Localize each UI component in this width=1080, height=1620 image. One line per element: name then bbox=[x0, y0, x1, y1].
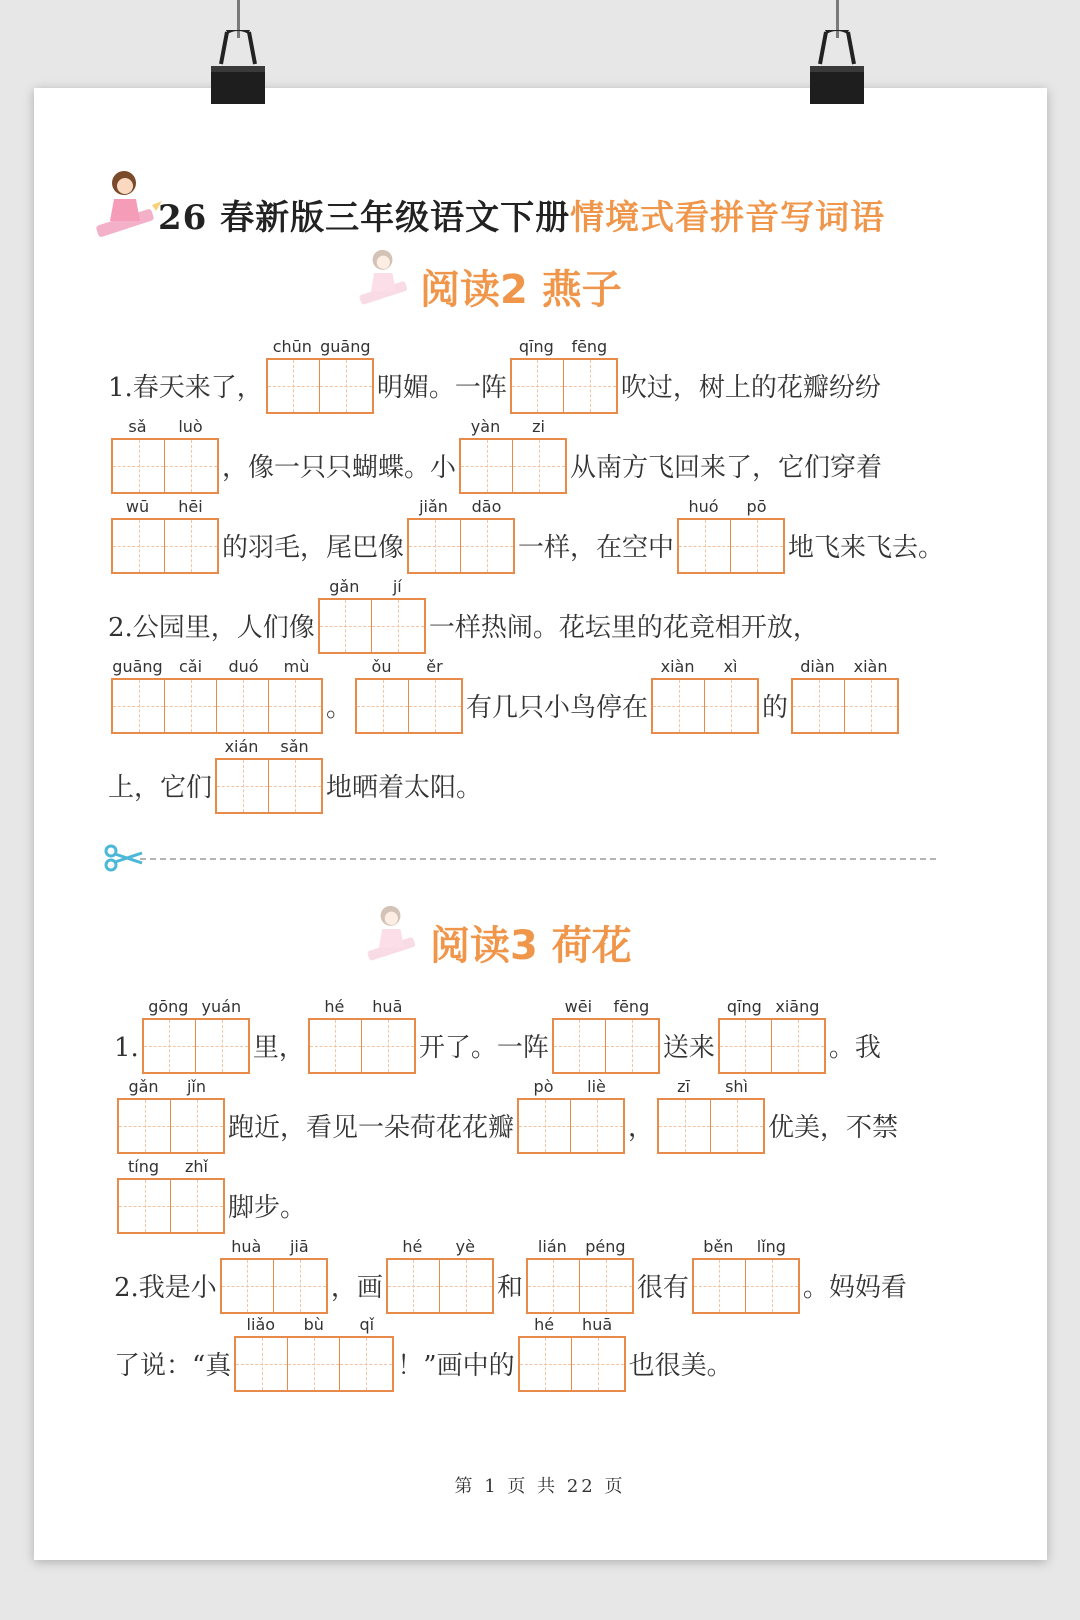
pinyin-row bbox=[234, 1314, 394, 1336]
pinyin-syllable: gǎn bbox=[128, 1077, 159, 1096]
pinyin-syllable: liǎo bbox=[246, 1315, 276, 1334]
tianzige-writing-box[interactable] bbox=[512, 360, 564, 412]
pinyin-word-group bbox=[517, 1076, 625, 1154]
tianzige-writing-box[interactable] bbox=[653, 680, 705, 732]
sentence-text: 。我 bbox=[828, 1033, 881, 1063]
pinyin-syllable: huà bbox=[231, 1237, 262, 1256]
pinyin-word-group bbox=[677, 496, 785, 574]
tianzige-writing-box[interactable] bbox=[554, 1020, 606, 1072]
pinyin-row bbox=[117, 1076, 225, 1098]
pinyin-syllable: cǎi bbox=[178, 657, 203, 676]
pinyin-syllable: wēi bbox=[564, 997, 593, 1016]
pinyin-syllable: ǒu bbox=[371, 657, 392, 676]
tianzige-writing-box[interactable] bbox=[606, 1020, 658, 1072]
pinyin-word-group bbox=[220, 1236, 328, 1314]
pinyin-syllable: xián bbox=[224, 737, 259, 756]
pinyin-syllable: péng bbox=[585, 1237, 626, 1256]
sentence-text: 有几只小鸟停在 bbox=[466, 693, 649, 723]
writing-box-group bbox=[234, 1336, 394, 1392]
sentence-text: 2.公园里，人们像 bbox=[108, 613, 315, 643]
pinyin-syllable: yuán bbox=[201, 997, 242, 1016]
pinyin-syllable: huó bbox=[688, 497, 719, 516]
tianzige-writing-box[interactable] bbox=[217, 760, 269, 812]
sentence-text: 一样，在空中 bbox=[518, 533, 675, 563]
pinyin-syllable: pō bbox=[746, 497, 767, 516]
tianzige-writing-box[interactable] bbox=[461, 440, 513, 492]
tianzige-writing-box[interactable] bbox=[274, 1260, 326, 1312]
worksheet-line bbox=[108, 654, 902, 734]
pinyin-word-group bbox=[510, 336, 618, 414]
pinyin-syllable: zī bbox=[677, 1077, 690, 1096]
tianzige-writing-box[interactable] bbox=[165, 680, 217, 732]
pinyin-syllable: sǎn bbox=[280, 737, 309, 756]
worksheet-line bbox=[108, 734, 482, 814]
pinyin-syllable: sǎ bbox=[128, 417, 147, 436]
sentence-text: 的羽毛，尾巴像 bbox=[222, 533, 405, 563]
tianzige-writing-box[interactable] bbox=[372, 600, 424, 652]
sentence-text: 一样热闹。花坛里的花竞相开放， bbox=[428, 613, 819, 643]
pinyin-word-group bbox=[117, 1076, 225, 1154]
pinyin-row bbox=[318, 576, 426, 598]
pinyin-row bbox=[111, 416, 219, 438]
pinyin-syllable: qīng bbox=[726, 997, 762, 1016]
tianzige-writing-box[interactable] bbox=[269, 760, 321, 812]
tianzige-writing-box[interactable] bbox=[119, 1180, 171, 1232]
pinyin-word-group bbox=[215, 736, 323, 814]
writing-box-group bbox=[552, 1018, 660, 1074]
writing-box-group bbox=[651, 678, 759, 734]
tianzige-writing-box[interactable] bbox=[357, 680, 409, 732]
writing-box-group bbox=[718, 1018, 826, 1074]
pinyin-word-group bbox=[142, 996, 250, 1074]
sentence-text: 也很美。 bbox=[628, 1351, 733, 1381]
tianzige-writing-box[interactable] bbox=[519, 1100, 571, 1152]
section-title-2: 阅读3 荷花 bbox=[430, 923, 632, 969]
pinyin-row bbox=[308, 996, 416, 1018]
worksheet-line bbox=[108, 414, 882, 494]
pinyin-word-group bbox=[657, 1076, 765, 1154]
writing-box-group bbox=[459, 438, 567, 494]
writing-box-group bbox=[318, 598, 426, 654]
pinyin-word-group bbox=[407, 496, 515, 574]
tianzige-writing-box[interactable] bbox=[746, 1260, 798, 1312]
tianzige-writing-box[interactable] bbox=[362, 1020, 414, 1072]
pinyin-word-group bbox=[111, 496, 219, 574]
sentence-text: 1. bbox=[114, 1033, 139, 1063]
pinyin-word-group bbox=[111, 656, 323, 734]
girl-on-pencil-icon bbox=[92, 165, 162, 245]
pinyin-syllable: wū bbox=[125, 497, 150, 516]
pinyin-word-group bbox=[234, 1314, 394, 1392]
pinyin-row bbox=[526, 1236, 634, 1258]
tianzige-writing-box[interactable] bbox=[711, 1100, 763, 1152]
tianzige-writing-box[interactable] bbox=[679, 520, 731, 572]
tianzige-writing-box[interactable] bbox=[513, 440, 565, 492]
tianzige-writing-box[interactable] bbox=[320, 360, 372, 412]
pinyin-syllable: guāng bbox=[320, 337, 371, 356]
pinyin-row bbox=[266, 336, 374, 358]
tianzige-writing-box[interactable] bbox=[165, 440, 217, 492]
pinyin-syllable: luò bbox=[178, 417, 203, 436]
pinyin-syllable: dāo bbox=[471, 497, 502, 516]
pinyin-word-group bbox=[459, 416, 567, 494]
sentence-text: 2.我是小 bbox=[114, 1273, 217, 1303]
writing-box-group bbox=[692, 1258, 800, 1314]
pinyin-word-group bbox=[308, 996, 416, 1074]
pinyin-syllable: guāng bbox=[112, 657, 163, 676]
pinyin-syllable: jiǎn bbox=[419, 497, 448, 516]
pinyin-syllable: huā bbox=[582, 1315, 613, 1334]
tianzige-writing-box[interactable] bbox=[113, 440, 165, 492]
pinyin-syllable: fēng bbox=[571, 337, 608, 356]
pinyin-row bbox=[791, 656, 899, 678]
writing-box-group bbox=[308, 1018, 416, 1074]
writing-box-group bbox=[142, 1018, 250, 1074]
page-footer: 第 1 页 共 22 页 bbox=[454, 1476, 626, 1497]
pinyin-row bbox=[651, 656, 759, 678]
tianzige-writing-box[interactable] bbox=[268, 360, 320, 412]
sentence-text: 吹过，树上的花瓣纷纷 bbox=[620, 373, 881, 403]
tianzige-writing-box[interactable] bbox=[388, 1260, 440, 1312]
pinyin-syllable: zhǐ bbox=[185, 1157, 208, 1176]
pinyin-syllable: fēng bbox=[613, 997, 650, 1016]
pinyin-row bbox=[510, 336, 618, 358]
pinyin-row bbox=[459, 416, 567, 438]
tianzige-writing-box[interactable] bbox=[113, 520, 165, 572]
tianzige-writing-box[interactable] bbox=[572, 1338, 624, 1390]
tianzige-writing-box[interactable] bbox=[564, 360, 616, 412]
pinyin-row bbox=[355, 656, 463, 678]
tianzige-writing-box[interactable] bbox=[217, 680, 269, 732]
pinyin-row bbox=[677, 496, 785, 518]
pinyin-row bbox=[386, 1236, 494, 1258]
writing-box-group bbox=[355, 678, 463, 734]
tianzige-writing-box[interactable] bbox=[144, 1020, 196, 1072]
section-title-1: 阅读2 燕子 bbox=[420, 267, 622, 313]
pinyin-word-group bbox=[718, 996, 826, 1074]
pinyin-row bbox=[518, 1314, 626, 1336]
sentence-text: 里， bbox=[252, 1033, 305, 1063]
writing-box-group bbox=[117, 1178, 225, 1234]
pinyin-row bbox=[111, 656, 323, 678]
worksheet-line bbox=[108, 334, 881, 414]
pinyin-word-group bbox=[692, 1236, 800, 1314]
pinyin-syllable: qǐ bbox=[359, 1315, 375, 1334]
writing-box-group bbox=[220, 1258, 328, 1314]
tianzige-writing-box[interactable] bbox=[694, 1260, 746, 1312]
writing-box-group bbox=[386, 1258, 494, 1314]
pinyin-syllable: shì bbox=[725, 1077, 748, 1096]
pinyin-syllable: hēi bbox=[178, 497, 203, 516]
cut-line-divider bbox=[140, 858, 936, 860]
tianzige-writing-box[interactable] bbox=[171, 1180, 223, 1232]
pinyin-syllable: hé bbox=[402, 1237, 423, 1256]
pinyin-syllable: xì bbox=[723, 657, 738, 676]
sentence-text: 跑近，看见一朵荷花花瓣 bbox=[228, 1113, 515, 1143]
writing-box-group bbox=[526, 1258, 634, 1314]
writing-box-group bbox=[215, 758, 323, 814]
tianzige-writing-box[interactable] bbox=[409, 520, 461, 572]
pinyin-word-group bbox=[526, 1236, 634, 1314]
pinyin-syllable: hé bbox=[324, 997, 345, 1016]
sentence-text: 优美，不禁 bbox=[768, 1113, 899, 1143]
pinyin-syllable: hé bbox=[534, 1315, 555, 1334]
pinyin-syllable: xiàn bbox=[853, 657, 888, 676]
pinyin-row bbox=[111, 496, 219, 518]
pinyin-word-group bbox=[355, 656, 463, 734]
tianzige-writing-box[interactable] bbox=[659, 1100, 711, 1152]
pinyin-syllable: duó bbox=[228, 657, 259, 676]
page-title bbox=[158, 190, 885, 239]
pinyin-syllable: jí bbox=[392, 577, 402, 596]
tianzige-writing-box[interactable] bbox=[772, 1020, 824, 1072]
sentence-text: 1.春天来了， bbox=[108, 373, 263, 403]
title-highlight: 情境式看拼音写词语 bbox=[570, 198, 886, 238]
worksheet-line bbox=[114, 1154, 306, 1234]
pinyin-row bbox=[657, 1076, 765, 1098]
pinyin-syllable: pò bbox=[533, 1077, 554, 1096]
tianzige-writing-box[interactable] bbox=[705, 680, 757, 732]
pinyin-syllable: liè bbox=[587, 1077, 606, 1096]
tianzige-writing-box[interactable] bbox=[845, 680, 897, 732]
pinyin-word-group bbox=[518, 1314, 626, 1392]
writing-box-group bbox=[407, 518, 515, 574]
girl-on-pencil-icon bbox=[364, 896, 422, 972]
tianzige-writing-box[interactable] bbox=[720, 1020, 772, 1072]
pinyin-word-group bbox=[791, 656, 899, 734]
sentence-text: 和 bbox=[496, 1273, 523, 1303]
pinyin-row bbox=[692, 1236, 800, 1258]
pinyin-row bbox=[215, 736, 323, 758]
worksheet-line bbox=[114, 1312, 733, 1392]
writing-box-group bbox=[677, 518, 785, 574]
tianzige-writing-box[interactable] bbox=[409, 680, 461, 732]
sentence-text: 从南方飞回来了，它们穿着 bbox=[570, 453, 883, 483]
worksheet-line bbox=[114, 994, 881, 1074]
sentence-text: 上，它们 bbox=[108, 773, 213, 803]
pinyin-syllable: chūn bbox=[272, 337, 312, 356]
sentence-text: 很有 bbox=[636, 1273, 689, 1303]
writing-box-group bbox=[111, 518, 219, 574]
writing-box-group bbox=[510, 358, 618, 414]
pinyin-word-group bbox=[266, 336, 374, 414]
binder-clip-icon bbox=[207, 30, 269, 104]
pinyin-syllable: ěr bbox=[426, 657, 443, 676]
binder-clip-icon bbox=[806, 30, 868, 104]
pinyin-syllable: lǐng bbox=[756, 1237, 786, 1256]
pinyin-syllable: xiàn bbox=[660, 657, 695, 676]
pinyin-word-group bbox=[318, 576, 426, 654]
worksheet-line bbox=[108, 574, 819, 654]
pinyin-syllable: běn bbox=[703, 1237, 734, 1256]
tianzige-writing-box[interactable] bbox=[520, 1338, 572, 1390]
tianzige-writing-box[interactable] bbox=[171, 1100, 223, 1152]
pinyin-row bbox=[718, 996, 826, 1018]
tianzige-writing-box[interactable] bbox=[571, 1100, 623, 1152]
scissors-icon bbox=[104, 843, 144, 873]
pinyin-row bbox=[117, 1156, 225, 1178]
tianzige-writing-box[interactable] bbox=[528, 1260, 580, 1312]
pinyin-row bbox=[517, 1076, 625, 1098]
pinyin-syllable: diàn bbox=[800, 657, 835, 676]
pinyin-syllable: bù bbox=[303, 1315, 324, 1334]
tianzige-writing-box[interactable] bbox=[310, 1020, 362, 1072]
sentence-text: 开了。一阵 bbox=[418, 1033, 549, 1063]
writing-box-group bbox=[657, 1098, 765, 1154]
sentence-text: 。 bbox=[326, 693, 353, 723]
pinyin-syllable: huā bbox=[372, 997, 403, 1016]
pinyin-syllable: zi bbox=[532, 417, 545, 436]
pinyin-syllable: yè bbox=[455, 1237, 475, 1256]
pinyin-word-group bbox=[111, 416, 219, 494]
sentence-text: 。妈妈看 bbox=[802, 1273, 907, 1303]
writing-box-group bbox=[111, 678, 323, 734]
writing-box-group bbox=[111, 438, 219, 494]
pinyin-row bbox=[220, 1236, 328, 1258]
writing-box-group bbox=[117, 1098, 225, 1154]
pinyin-word-group bbox=[552, 996, 660, 1074]
writing-box-group bbox=[517, 1098, 625, 1154]
pinyin-row bbox=[552, 996, 660, 1018]
tianzige-writing-box[interactable] bbox=[580, 1260, 632, 1312]
pinyin-syllable: tíng bbox=[127, 1157, 159, 1176]
sentence-text: 地飞来飞去。 bbox=[788, 533, 945, 563]
tianzige-writing-box[interactable] bbox=[119, 1100, 171, 1152]
pinyin-syllable: jiā bbox=[289, 1237, 309, 1256]
pinyin-syllable: jǐn bbox=[186, 1077, 207, 1096]
pinyin-syllable: gǎn bbox=[329, 577, 360, 596]
sentence-text: ！”画中的 bbox=[397, 1351, 515, 1381]
tianzige-writing-box[interactable] bbox=[196, 1020, 248, 1072]
pinyin-syllable: xiāng bbox=[775, 997, 820, 1016]
tianzige-writing-box[interactable] bbox=[288, 1338, 340, 1390]
pinyin-row bbox=[407, 496, 515, 518]
writing-box-group bbox=[266, 358, 374, 414]
pinyin-syllable: qīng bbox=[518, 337, 554, 356]
tianzige-writing-box[interactable] bbox=[340, 1338, 392, 1390]
pinyin-syllable: mù bbox=[283, 657, 310, 676]
tianzige-writing-box[interactable] bbox=[236, 1338, 288, 1390]
girl-on-pencil-icon bbox=[356, 240, 414, 316]
pinyin-word-group bbox=[117, 1156, 225, 1234]
tianzige-writing-box[interactable] bbox=[461, 520, 513, 572]
sentence-text: 明媚。一阵 bbox=[376, 373, 507, 403]
pinyin-syllable: lián bbox=[537, 1237, 567, 1256]
pinyin-syllable: gōng bbox=[148, 997, 189, 1016]
sentence-text: ，像一只只蝴蝶。小 bbox=[222, 453, 457, 483]
tianzige-writing-box[interactable] bbox=[320, 600, 372, 652]
sentence-text: 的 bbox=[762, 693, 789, 723]
sentence-text: ， bbox=[628, 1113, 655, 1143]
sentence-text: 送来 bbox=[662, 1033, 715, 1063]
worksheet-line bbox=[108, 494, 944, 574]
tianzige-writing-box[interactable] bbox=[113, 680, 165, 732]
sentence-text: 脚步。 bbox=[228, 1193, 307, 1223]
tianzige-writing-box[interactable] bbox=[440, 1260, 492, 1312]
tianzige-writing-box[interactable] bbox=[222, 1260, 274, 1312]
tianzige-writing-box[interactable] bbox=[731, 520, 783, 572]
tianzige-writing-box[interactable] bbox=[269, 680, 321, 732]
pinyin-word-group bbox=[651, 656, 759, 734]
writing-box-group bbox=[518, 1336, 626, 1392]
sentence-text: 地晒着太阳。 bbox=[326, 773, 483, 803]
tianzige-writing-box[interactable] bbox=[165, 520, 217, 572]
sentence-text: ，画 bbox=[330, 1273, 383, 1303]
sentence-text: 了说：“真 bbox=[114, 1351, 232, 1381]
pinyin-syllable: yàn bbox=[470, 417, 501, 436]
title-main: 26 春新版三年级语文下册 bbox=[158, 198, 571, 238]
tianzige-writing-box[interactable] bbox=[793, 680, 845, 732]
pinyin-word-group bbox=[386, 1236, 494, 1314]
worksheet-line bbox=[114, 1234, 907, 1314]
writing-box-group bbox=[791, 678, 899, 734]
worksheet-line bbox=[114, 1074, 898, 1154]
pinyin-row bbox=[142, 996, 250, 1018]
